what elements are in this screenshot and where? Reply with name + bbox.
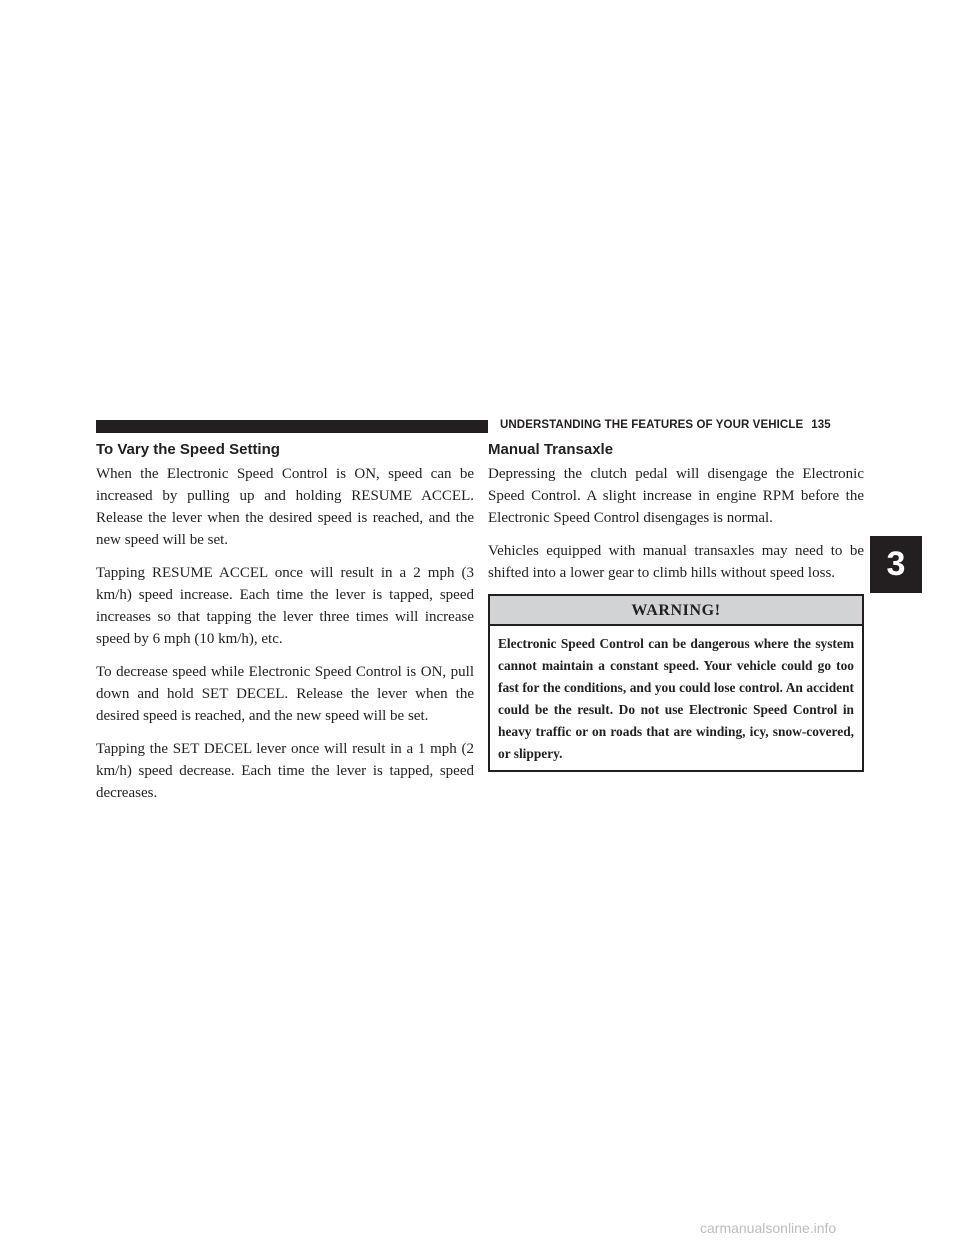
header-title: UNDERSTANDING THE FEATURES OF YOUR VEHICLE [500,419,804,431]
warning-title: WARNING! [490,596,862,626]
page-number: 135 [811,419,831,431]
paragraph: Tapping the SET DECEL lever once will result in a 1 mph (2 km/h) speed decrease. Each time the lever is tapped, speed decreases. [96,741,474,801]
paragraph: Tapping RESUME ACCEL once will result in a 2 mph (3 km/h) speed increase. Each time the lever is tapped, speed increases so that tapping the lever three times will increase speed by 6 mph (10 km/h), etc. [96,565,474,647]
right-column [488,440,864,595]
left-column [96,440,474,815]
section-heading-manual-transaxle: Manual Transaxle [488,441,614,458]
warning-text: Electronic Speed Control can be dangerous where the system cannot maintain a constant speed. Your vehicle could go too fast for the conditions, and you could lose control. An accident could be the result. Do not use Electronic Speed Control in heavy traffic or on roads that are winding, icy, snow-covered, or slippery. [498,636,854,761]
paragraph: When the Electronic Speed Control is ON, speed can be increased by pulling up and holding RESUME ACCEL. Release the lever when the desired speed is reached, and the new speed will be set. [96,466,474,548]
chapter-tab: 3 [870,536,922,593]
section-heading-vary-speed: To Vary the Speed Setting [96,441,280,458]
paragraph: Depressing the clutch pedal will disengage the Electronic Speed Control. A slight increase in engine RPM before the Electronic Speed Control disengages is normal. [488,466,864,526]
running-header [500,419,831,431]
watermark-link[interactable]: carmanualsonline.info [700,1220,837,1236]
warning-box [488,594,864,772]
paragraph: Vehicles equipped with manual transaxles may need to be shifted into a lower gear to climb hills without speed loss. [488,543,864,581]
header-rule [96,420,488,433]
paragraph: To decrease speed while Electronic Speed Control is ON, pull down and hold SET DECEL. Release the lever when the desired speed is reached, and the new speed will be set. [96,664,474,724]
